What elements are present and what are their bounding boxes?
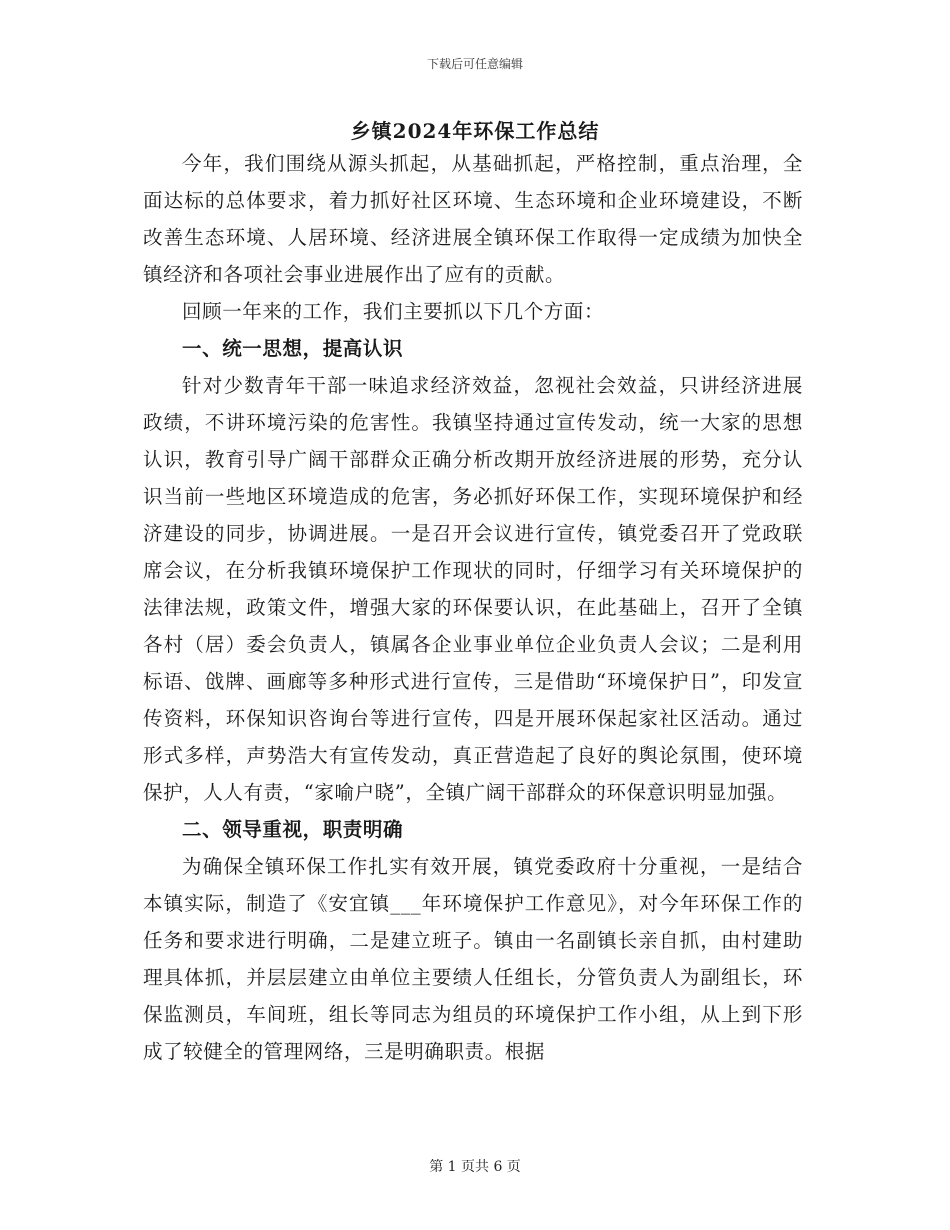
section-heading-1: 一、统一思想，提高认识 (182, 337, 404, 360)
document-body (143, 145, 803, 1070)
paragraph-intro: 今年，我们围绕从源头抓起，从基础抓起，严格控制，重点治理，全面达标的总体要求，着力抓好社区环境、生态环境和企业环境建设，不断改善生态环境、人居环境、经济进展全镇环保工作取得一定成绩为加快全镇经济和各项社会事业进展作出了应有的贡献。 (143, 152, 803, 286)
document-title: 乡镇2024年环保工作总结 (350, 119, 600, 143)
paragraph-review: 回顾一年来的工作，我们主要抓以下几个方面： (182, 300, 605, 323)
header-note: 下载后可任意编辑 (426, 57, 523, 71)
paragraph-section-1: 针对少数青年干部一味追求经济效益，忽视社会效益，只讲经济进展政绩，不讲环境污染的危害性。我镇坚持通过宣传发动，统一大家的思想认识，教育引导广阔干部群众正确分析改期开放经济进展的形势，充分认识当前一些地区环境造成的危害，务必抓好环保工作，实现环境保护和经济建设的同步，协调进展。一是召开会议进行宣传，镇党委召开了党政联席会议，在分析我镇环境保护工作现状的同时，仔细学习有关环境保护的法律法规，政策文件，增强大家的环保要认识，在此基础上，召开了全镇各村（居）委会负责人，镇属各企业事业单位企业负责人会议；二是利用标语、戗牌、画廊等多种形式进行宣传，三是借助“环境保护日”，印发宣传资料，环保知识咨询台等进行宣传，四是开展环保起家社区活动。通过形式多样，声势浩大有宣传发动，真正营造起了良好的舆论氛围，使环境保护，人人有责，“家喻户晓”，全镇广阔干部群众的环保意识明显加强。 (143, 374, 803, 804)
paragraph-section-2: 为确保全镇环保工作扎实有效开展，镇党委政府十分重视，一是结合本镇实际，制造了《安宜镇___年环境保护工作意见》，对今年环保工作的任务和要求进行明确，二是建立班子。镇由一名副镇长亲自抓，由村建助理具体抓，并层层建立由单位主要绩人任组长，分管负责人为副组长，环保监测员，车间班，组长等同志为组员的环境保护工作小组，从上到下形成了较健全的管理网络，三是明确职责。根据 (143, 855, 803, 1063)
page-footer: 第 1 页共 6 页 (429, 1159, 521, 1175)
section-heading-2: 二、领导重视，职责明确 (182, 818, 404, 841)
